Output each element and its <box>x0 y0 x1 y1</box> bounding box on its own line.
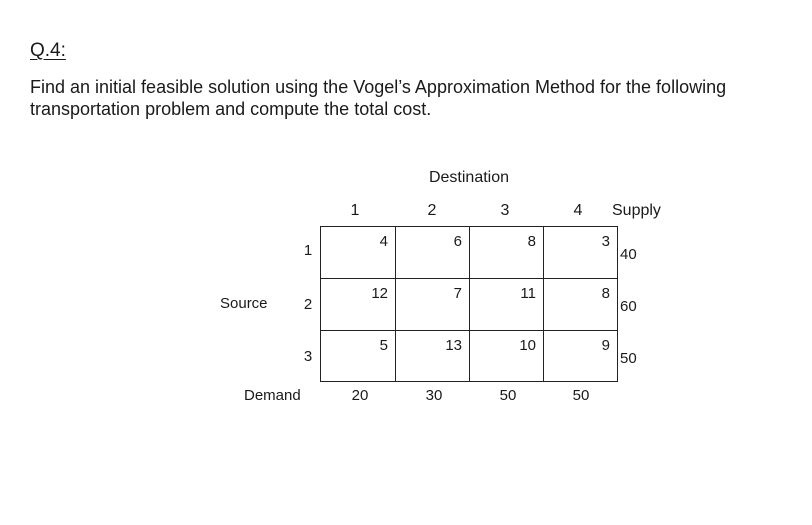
source-2-label: 2 <box>303 296 313 313</box>
cost-cell: 5 <box>379 337 388 354</box>
source-3-label: 3 <box>303 348 313 365</box>
source-label: Source <box>220 295 268 312</box>
supply-label: Supply <box>612 202 661 219</box>
destination-label: Destination <box>428 169 510 186</box>
cost-cell: 3 <box>601 233 610 250</box>
cost-cell: 8 <box>527 233 536 250</box>
cost-cell: 12 <box>371 285 388 302</box>
demand-value: 20 <box>351 387 369 404</box>
supply-value: 60 <box>620 298 637 315</box>
supply-value: 50 <box>620 350 637 367</box>
destination-4-label: 4 <box>573 202 583 219</box>
question-number: Q.4: <box>30 40 66 61</box>
destination-3-label: 3 <box>500 202 510 219</box>
supply-value: 40 <box>620 246 637 263</box>
demand-value: 50 <box>499 387 517 404</box>
demand-value: 30 <box>425 387 443 404</box>
cost-cell: 9 <box>601 337 610 354</box>
cost-cell: 6 <box>453 233 462 250</box>
question-text: Find an initial feasible solution using the Vogel’s Approximation Method for the following transportation problem and compute the total cost. <box>30 77 727 119</box>
demand-label: Demand <box>244 387 301 404</box>
demand-value: 50 <box>572 387 590 404</box>
destination-2-label: 2 <box>427 202 437 219</box>
source-1-label: 1 <box>303 242 313 259</box>
cost-cell: 10 <box>519 337 536 354</box>
cost-cell: 13 <box>445 337 462 354</box>
destination-1-label: 1 <box>350 202 360 219</box>
cost-cell: 8 <box>601 285 610 302</box>
cost-cell: 4 <box>379 233 388 250</box>
cost-cell: 11 <box>520 285 536 302</box>
cost-cell: 7 <box>453 285 462 302</box>
